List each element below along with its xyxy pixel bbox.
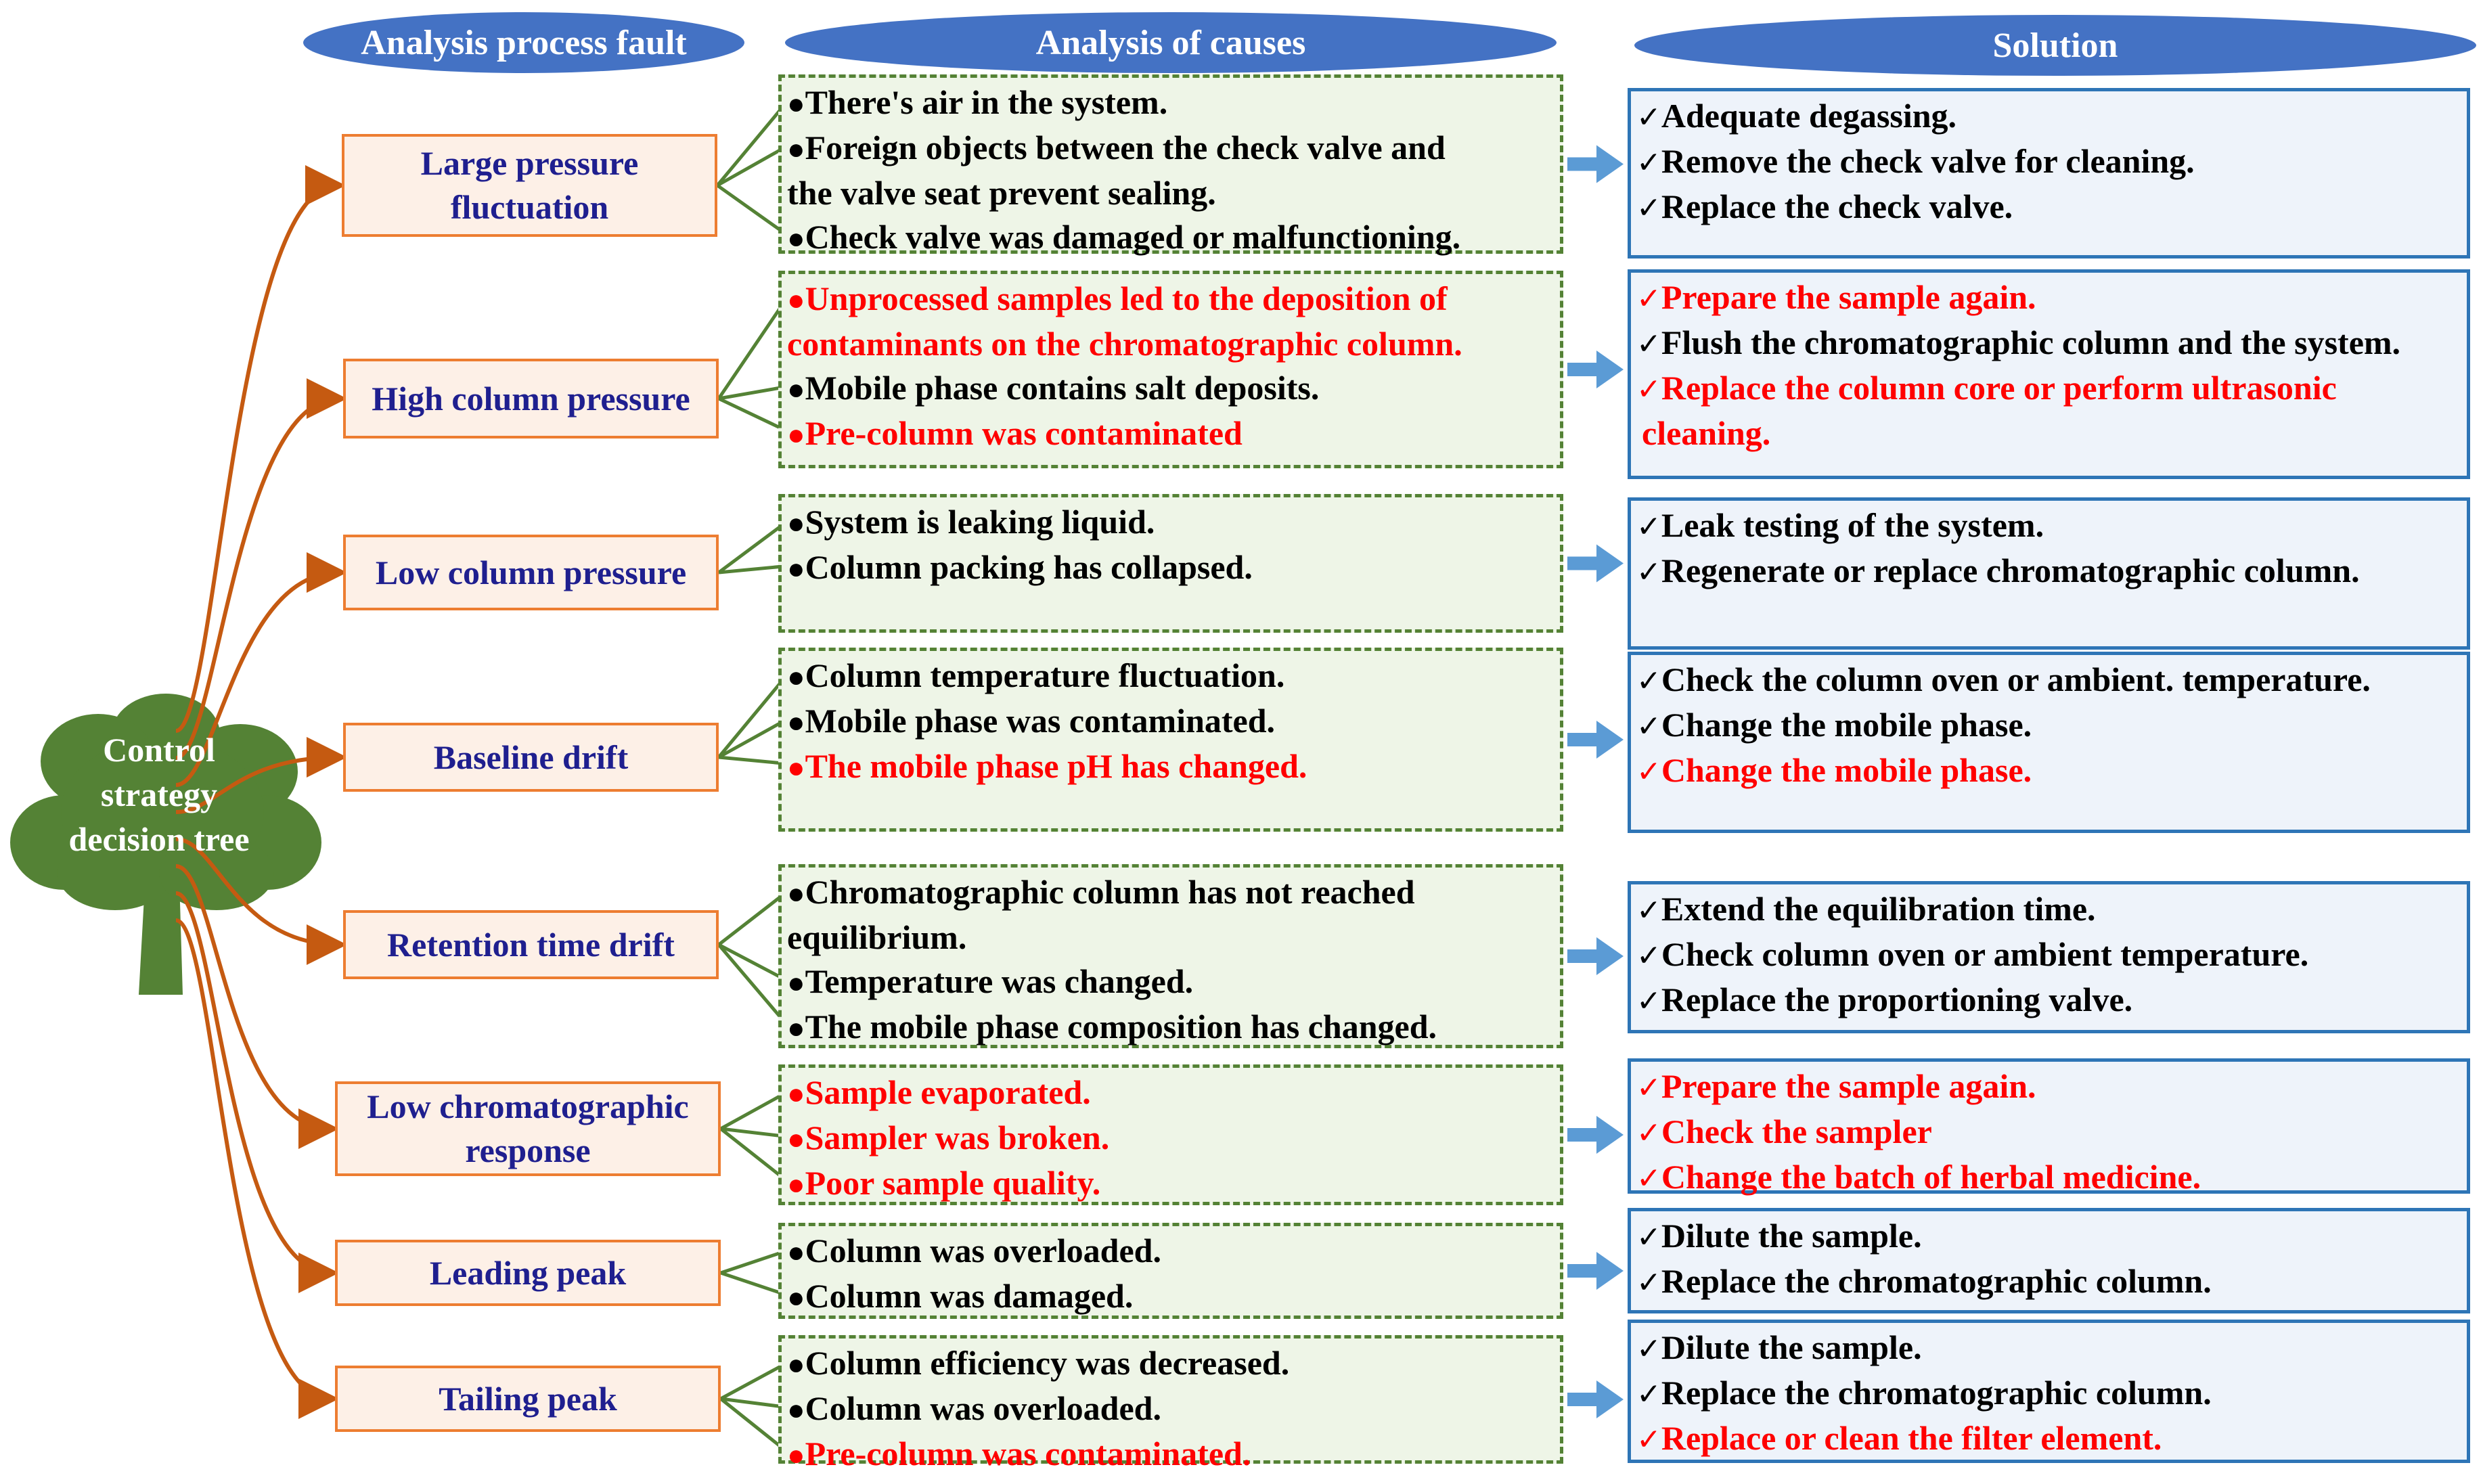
checkmark-icon: ✓ [1636,1116,1661,1150]
solution-text: Replace the proportioning valve. [1661,981,2133,1018]
branch-arrow [176,185,338,731]
cause-item [787,81,1553,126]
fault-box[interactable] [343,723,719,792]
cause-text: Column temperature fluctuation. [805,656,1285,694]
solution-text: Prepare the sample again. [1661,278,2036,316]
cause-text: Column efficiency was decreased. [805,1344,1290,1382]
solution-box [1628,1058,2470,1194]
checkmark-icon: ✓ [1636,1332,1661,1366]
bullet-icon: ● [787,1348,805,1381]
fault-label: fluctuation [450,188,609,226]
cause-text: Sampler was broken. [805,1119,1110,1156]
bullet-icon: ● [787,1077,805,1110]
solution-text: Change the batch of herbal medicine. [1661,1158,2201,1196]
cause-item [787,744,1553,790]
solution-item [1636,503,2463,549]
bullet-icon: ● [787,751,805,784]
cause-item [787,699,1553,744]
checkmark-icon: ✓ [1636,145,1661,180]
cause-text: Column packing has collapsed. [805,548,1253,586]
cause-connector [721,1093,786,1129]
cause-text: Foreign objects between the check valve and [805,129,1446,166]
solution-item [1636,275,2463,321]
cause-item [787,366,1553,411]
solution-item [1636,658,2463,703]
checkmark-icon: ✓ [1636,1220,1661,1255]
bullet-icon: ● [787,1281,805,1314]
cause-item [787,916,1553,960]
cause-text: Unprocessed samples led to the deposition of [805,279,1448,317]
causes-box [778,271,1563,468]
cause-text: Sample evaporated. [805,1073,1091,1111]
bullet-icon: ● [787,222,805,255]
checkmark-icon: ✓ [1636,664,1661,698]
cause-item [787,1229,1553,1274]
fault-box[interactable] [343,535,719,610]
cause-item [787,1005,1553,1050]
bullet-icon: ● [787,507,805,540]
cause-text: Column was overloaded. [805,1389,1161,1427]
solution-arrow-icon [1567,937,1624,975]
fault-label: Large pressure [420,144,639,182]
causes-box [778,1335,1563,1472]
bullet-icon: ● [787,1236,805,1269]
solution-text: Change the mobile phase. [1661,706,2032,744]
header-causes: Analysis of causes [785,12,1557,73]
solution-box [1628,497,2470,650]
cause-text: Pre-column was contaminated. [805,1435,1251,1472]
solution-text: Regenerate or replace chromatographic column. [1661,552,2360,589]
header-fault: Analysis process fault [303,12,744,73]
cause-text: The mobile phase pH has changed. [805,747,1307,785]
solution-text: Check the column oven or ambient. temperature. [1661,660,2371,698]
cause-text: The mobile phase composition has changed. [805,1008,1437,1045]
fault-box[interactable] [343,910,719,979]
cause-connector [719,522,786,573]
solution-item [1636,1371,2463,1416]
tree-label-line: Control [103,731,215,769]
checkmark-icon: ✓ [1636,1161,1661,1196]
cause-text: Pre-column was contaminated [805,414,1243,452]
solution-text: Change the mobile phase. [1661,751,2032,789]
causes-box [778,648,1563,832]
fault-box[interactable] [335,1366,721,1432]
cause-item [787,411,1553,457]
cause-text: Column was damaged. [805,1277,1134,1315]
bullet-icon: ● [787,706,805,739]
solution-item [1636,549,2463,594]
causes-box [778,1223,1563,1319]
cause-item [787,1432,1553,1477]
checkmark-icon: ✓ [1636,984,1661,1018]
cause-text: System is leaking liquid. [805,503,1155,541]
solution-item [1636,94,2463,139]
fault-label: Leading peak [429,1253,627,1292]
solution-text: Check the sampler [1661,1112,1932,1150]
solution-arrow-icon [1567,1252,1624,1290]
fault-label: High column pressure [372,379,690,418]
fault-label: Retention time drift [387,925,675,964]
checkmark-icon: ✓ [1636,372,1661,407]
cause-item [787,126,1553,171]
bullet-icon: ● [787,1393,805,1426]
cause-text: Column was overloaded. [805,1232,1161,1269]
bullet-icon: ● [787,552,805,585]
checkmark-icon: ✓ [1636,282,1661,316]
cause-text: Mobile phase contains salt deposits. [805,369,1320,407]
checkmark-icon: ✓ [1636,1422,1661,1457]
checkmark-icon: ✓ [1636,191,1661,225]
checkmark-icon: ✓ [1636,709,1661,744]
cause-item [787,500,1553,545]
bullet-icon: ● [787,373,805,406]
cause-text: Mobile phase was contaminated. [805,702,1276,740]
bullet-icon: ● [787,660,805,694]
cause-text: Poor sample quality. [805,1164,1101,1202]
cause-item [787,1116,1553,1161]
solution-box [1628,269,2470,479]
solution-arrow-icon [1567,545,1624,583]
cause-text: Temperature was changed. [805,962,1194,1000]
solution-text: Check column oven or ambient temperature. [1661,935,2309,973]
cause-text: the valve seat prevent sealing. [787,174,1216,212]
cause-connector [717,103,786,186]
solution-box [1628,652,2470,833]
solution-item [1636,321,2463,366]
bullet-icon: ● [787,87,805,120]
cause-connector [721,1273,786,1295]
fault-label: Baseline drift [433,738,629,776]
solution-text: cleaning. [1642,414,1771,452]
solution-text: Replace the check valve. [1661,187,2013,225]
cause-text: There's air in the system. [805,83,1168,121]
solution-item [1636,1110,2463,1155]
bullet-icon: ● [787,1439,805,1472]
checkmark-icon: ✓ [1636,100,1661,135]
cause-item [787,654,1553,699]
checkmark-icon: ✓ [1636,555,1661,589]
cause-connector [719,387,786,399]
cause-connector [717,147,786,186]
bullet-icon: ● [787,1168,805,1201]
bullet-icon: ● [787,877,805,910]
solution-item [1636,1214,2463,1259]
solution-arrow-icon [1567,1380,1624,1418]
cause-item [787,1387,1553,1432]
header-solution: Solution [1634,15,2476,76]
fault-box[interactable] [343,359,719,439]
causes-box [778,864,1563,1048]
cause-item [787,215,1553,261]
tree-label-line: strategy [100,775,218,813]
solution-text: Extend the equilibration time. [1661,890,2096,928]
solution-text: Flush the chromatographic column and the system. [1661,323,2401,361]
solution-item [1636,932,2463,978]
causes-box [778,74,1563,254]
solution-text: Replace or clean the filter element. [1661,1419,2162,1457]
fault-box[interactable] [342,134,717,237]
tree-label [47,727,271,861]
cause-item [787,1274,1553,1320]
solution-text: Replace the chromatographic column. [1661,1374,2212,1412]
solution-item [1636,185,2463,230]
solution-box [1628,88,2470,258]
checkmark-icon: ✓ [1636,327,1661,361]
checkmark-icon: ✓ [1636,893,1661,928]
solution-box [1628,1320,2470,1463]
cause-connector [719,676,786,758]
cause-item [787,277,1553,322]
cause-connector [717,185,786,235]
solution-arrow-icon [1567,721,1624,759]
cause-text: equilibrium. [787,918,967,956]
solution-arrow-icon [1567,145,1624,183]
cause-item [787,870,1553,916]
solution-box [1628,1208,2470,1313]
checkmark-icon: ✓ [1636,939,1661,973]
fault-label: Low column pressure [375,553,687,591]
causes-box [778,494,1563,633]
solution-text: Remove the check valve for cleaning. [1661,142,2195,180]
cause-connector [719,299,786,399]
fault-label: Tailing peak [439,1379,617,1418]
bullet-icon: ● [787,133,805,166]
cause-item [787,1161,1553,1207]
fault-label: Low chromatographic [367,1087,689,1125]
cause-connector [719,757,786,764]
branch-arrow [176,893,331,1273]
cause-text: Chromatographic column has not reached [805,873,1415,911]
solution-item [1636,1326,2463,1371]
cause-connector [721,1251,786,1274]
fault-label: response [465,1131,591,1169]
solution-item [1636,1259,2463,1305]
branch-arrow [176,920,331,1399]
solution-arrow-icon [1567,351,1624,388]
bullet-icon: ● [787,418,805,451]
solution-text: Prepare the sample again. [1661,1067,2036,1105]
bullet-icon: ● [787,1123,805,1156]
solution-item [1636,978,2463,1023]
cause-item [787,1071,1553,1116]
solution-item [1636,1416,2463,1462]
checkmark-icon: ✓ [1636,1377,1661,1412]
cause-item [787,322,1553,366]
cause-item [787,171,1553,215]
solution-item [1636,366,2463,411]
causes-box [778,1064,1563,1205]
checkmark-icon: ✓ [1636,1265,1661,1300]
bullet-icon: ● [787,1012,805,1045]
checkmark-icon: ✓ [1636,755,1661,789]
cause-connector [719,720,786,758]
solution-item [1636,1155,2463,1200]
solution-text: Replace the chromatographic column. [1661,1262,2212,1300]
solution-item [1636,748,2463,794]
solution-text: Dilute the sample. [1661,1217,1922,1255]
solution-text: Dilute the sample. [1661,1328,1922,1366]
tree-label-line: decision tree [68,820,250,858]
cause-connector [719,945,786,1025]
fault-box[interactable] [335,1081,721,1176]
solution-item [1636,703,2463,748]
cause-text: contaminants on the chromatographic column. [787,325,1462,363]
checkmark-icon: ✓ [1636,510,1661,544]
solution-text: Replace the column core or perform ultrasonic [1661,369,2337,407]
cause-item [787,1341,1553,1387]
solution-item [1636,411,2463,455]
solution-item [1636,139,2463,185]
cause-connector [719,945,786,981]
cause-connector [719,399,786,431]
solution-arrow-icon [1567,1116,1624,1154]
cause-item [787,960,1553,1005]
solution-text: Leak testing of the system. [1661,506,2044,544]
cause-text: Check valve was damaged or malfunctioning. [805,218,1461,256]
checkmark-icon: ✓ [1636,1071,1661,1105]
cause-connector [721,1364,786,1399]
solution-item [1636,1064,2463,1110]
cause-connector [719,893,786,945]
solution-box [1628,881,2470,1033]
bullet-icon: ● [787,284,805,317]
fault-box[interactable] [335,1240,721,1306]
cause-item [787,545,1553,591]
bullet-icon: ● [787,966,805,999]
solution-item [1636,887,2463,932]
solution-text: Adequate degassing. [1661,97,1957,135]
